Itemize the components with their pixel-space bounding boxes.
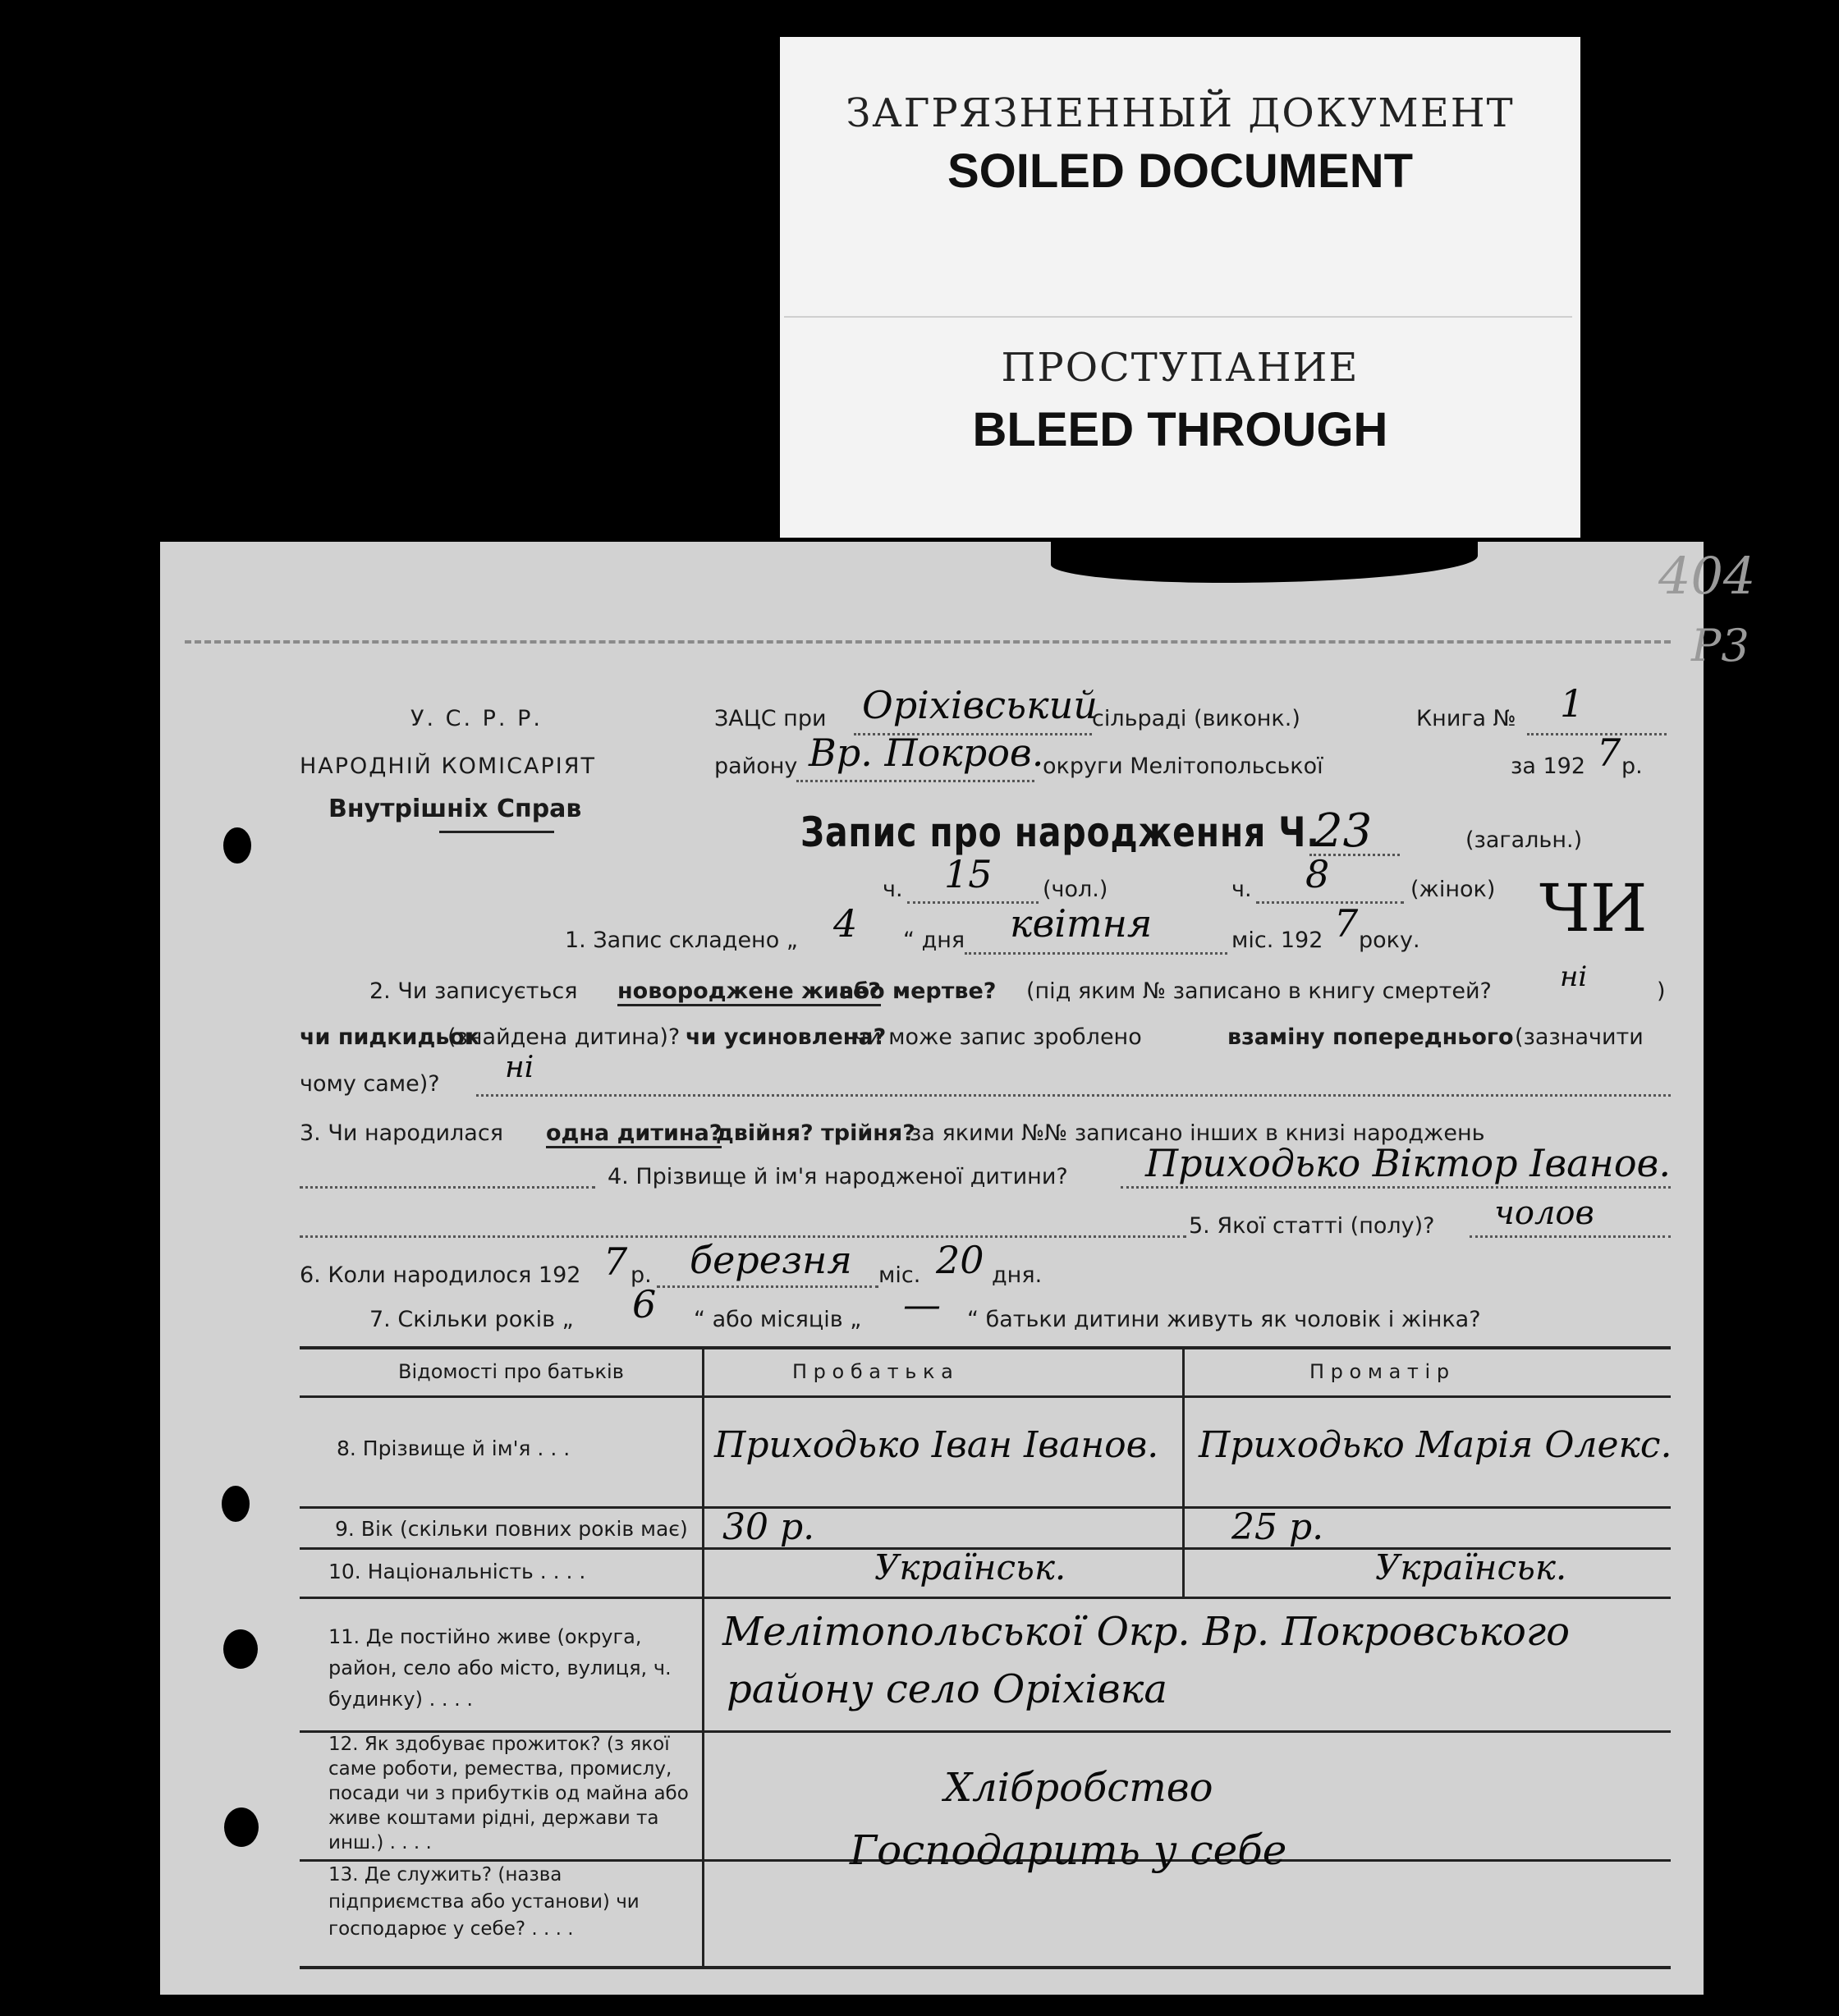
- q1-prefix: 1. Запис складено „: [565, 928, 798, 953]
- general-label: (загальн.): [1465, 827, 1583, 853]
- perforation-line: [185, 640, 1671, 644]
- year-suffix: р.: [1621, 754, 1643, 779]
- q2-d: (під яким № записано в книгу смертей?: [1026, 978, 1492, 1004]
- notice-en-bottom: BLEED THROUGH: [972, 403, 1388, 456]
- mother-nationality: Українськ.: [1375, 1547, 1567, 1588]
- male-ch: ч.: [883, 877, 903, 902]
- q7-years: 6: [632, 1282, 657, 1326]
- header-internal-affairs: Внутрішніх Справ: [328, 795, 582, 823]
- q6-day: 20: [936, 1238, 984, 1282]
- q1-mid2: міс. 192: [1231, 928, 1323, 953]
- q5-label: 5. Якої статті (полу)?: [1189, 1213, 1435, 1239]
- record-title: Запис про народження Ч.: [800, 809, 1320, 856]
- raion-value: Вр. Покров.: [809, 731, 1044, 775]
- punch-hole: [224, 1808, 259, 1847]
- female-count: 8: [1305, 852, 1330, 896]
- side-mark: ЧИ: [1539, 870, 1648, 946]
- punch-hole: [223, 1629, 258, 1669]
- father-age: 30 р.: [722, 1506, 815, 1548]
- q5-value: чолов: [1494, 1194, 1594, 1232]
- q6-suffix: дня.: [992, 1262, 1043, 1288]
- archive-number: 404: [1658, 546, 1756, 606]
- q7-prefix: 7. Скільки років „: [369, 1307, 574, 1332]
- book-label: Книга №: [1416, 706, 1516, 731]
- record-number: 23: [1314, 804, 1373, 858]
- father-name: Приходько Іван Іванов.: [714, 1424, 1159, 1466]
- q2-e: ): [1657, 978, 1666, 1004]
- row-label-employment: 13. Де служить? (назва підприємства або установи) чи господарює у себе? . . . .: [328, 1864, 640, 1940]
- q7-months: —: [903, 1282, 941, 1326]
- zags-suffix: сільраді (виконк.): [1092, 706, 1300, 731]
- q3-d: за якими №№ записано інших в книзі народжень: [910, 1120, 1485, 1146]
- okrug-text: округи Мелітопольської: [1043, 754, 1323, 779]
- female-ch: ч.: [1231, 877, 1252, 902]
- q1-day: 4: [833, 901, 858, 946]
- q6-year: 7: [603, 1239, 628, 1284]
- q2-found-child: (знайдена дитина)?: [447, 1024, 681, 1050]
- q3-a: 3. Чи народилася: [300, 1120, 503, 1146]
- employment-value: Господарить у себе: [850, 1826, 1287, 1874]
- q7-mid: “ або місяців „: [694, 1307, 862, 1332]
- row-label-livelihood: 12. Як здобуває прожиток? (з якої саме роботи, ремества, промислу, посади чи з прибутків од майна або живе коштами рідні, держави та инш.) . . . .: [328, 1734, 689, 1853]
- year-value: 7: [1597, 731, 1621, 775]
- raion-label: району: [714, 754, 798, 779]
- q2-foundling: чи пидкидьок: [300, 1024, 480, 1050]
- male-label: (чол.): [1043, 877, 1108, 902]
- female-label: (жінок): [1410, 877, 1496, 902]
- q6-r: р.: [631, 1262, 652, 1288]
- book-value: 1: [1560, 681, 1584, 726]
- q2-adopted: чи усиновлена?: [686, 1024, 887, 1050]
- q6-month: березня: [690, 1238, 852, 1282]
- col-header-mother: П р о м а т і р: [1309, 1360, 1450, 1383]
- q7-suffix: “ батьки дитини живуть як чоловік і жінка?: [967, 1307, 1481, 1332]
- q6-mis: міс.: [878, 1262, 921, 1288]
- q6-prefix: 6. Коли народилося 192: [300, 1262, 581, 1288]
- year-prefix: за 192: [1511, 754, 1586, 779]
- residence-line2: району село Оріхівка: [727, 1666, 1167, 1712]
- notice-ru-top: ЗАГРЯЗНЕННЫЙ ДОКУМЕНТ: [846, 90, 1515, 136]
- male-count: 15: [944, 852, 993, 896]
- fold-line: [784, 316, 1572, 318]
- q2-specify: (зазначити: [1515, 1024, 1644, 1050]
- col-header-father: П р о б а т ь к а: [792, 1360, 953, 1383]
- row-label-age: 9. Вік (скільки повних років має): [335, 1517, 688, 1541]
- q2-why: чому саме)?: [300, 1071, 440, 1097]
- q2-value1: ні: [1560, 960, 1588, 993]
- col-header-info: Відомості про батьків: [398, 1360, 624, 1383]
- q2-may-record: чи може запис зроблено: [854, 1024, 1142, 1050]
- q4-label: 4. Прізвище й ім'я народженої дитини?: [608, 1164, 1068, 1189]
- zags-value: Оріхівський: [862, 683, 1098, 727]
- mother-name: Приходько Марія Олекс.: [1199, 1424, 1672, 1466]
- row-label-name: 8. Прізвище й ім'я . . .: [337, 1436, 571, 1460]
- notice-ru-bottom: ПРОСТУПАНИЕ: [1001, 345, 1360, 391]
- residence-line1: Мелітопольської Окр. Вр. Покровського: [722, 1609, 1571, 1655]
- q2-a: 2. Чи записується: [369, 978, 578, 1004]
- header-ussr: У. С. Р. Р.: [410, 706, 543, 731]
- q1-suffix: року.: [1359, 928, 1420, 953]
- q1-month: квітня: [1010, 901, 1153, 946]
- q3-b: одна дитина?: [546, 1120, 722, 1148]
- row-label-residence: 11. Де постійно живе (округа, район, село або місто, вулиця, ч. будинку) . . . .: [328, 1625, 672, 1711]
- q2-value2: ні: [505, 1051, 534, 1084]
- archive-code: Р3: [1691, 620, 1750, 671]
- q2-b: новороджене живе?: [617, 978, 881, 1006]
- q1-year: 7: [1334, 901, 1359, 946]
- q4-value: Приходько Віктор Іванов.: [1145, 1141, 1671, 1185]
- row-label-nationality: 10. Національність . . . .: [328, 1560, 586, 1583]
- zags-prefix: ЗАЦС при: [714, 706, 827, 731]
- punch-hole: [223, 827, 251, 864]
- header-commissariat: НАРОДНІЙ КОМІСАРІЯТ: [300, 754, 596, 779]
- q2-c: або мертве?: [839, 978, 997, 1004]
- punch-hole: [222, 1486, 250, 1522]
- q2-replacement: взаміну попереднього: [1227, 1024, 1514, 1050]
- notice-card: [780, 37, 1580, 538]
- q1-mid1: “ дня: [903, 928, 965, 953]
- livelihood-value: Хлібробство: [944, 1765, 1213, 1811]
- q3-c: двійня? трійня?: [716, 1120, 915, 1146]
- father-nationality: Українськ.: [874, 1547, 1066, 1588]
- mother-age: 25 р.: [1231, 1506, 1324, 1548]
- notice-en-top: SOILED DOCUMENT: [947, 144, 1414, 198]
